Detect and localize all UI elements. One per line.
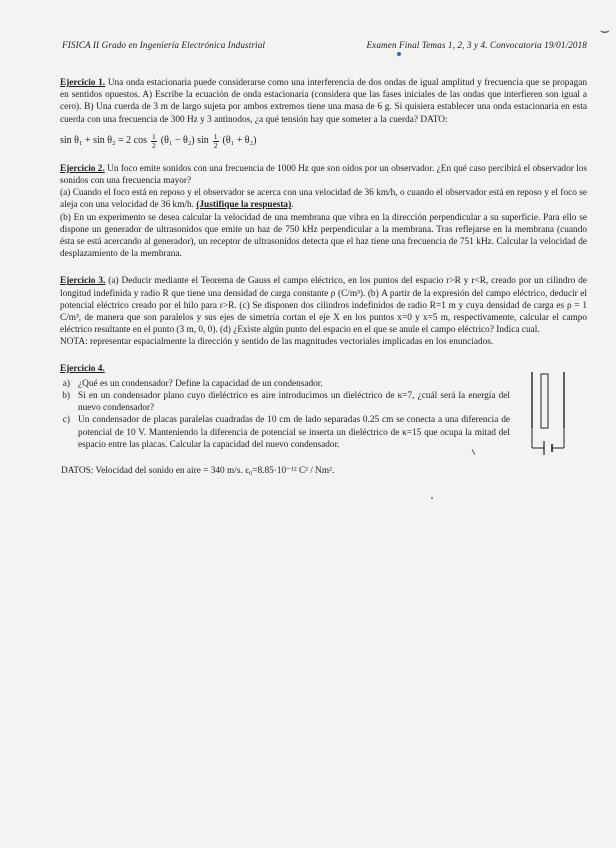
exercise-2-title: Ejercicio 2. bbox=[60, 163, 105, 174]
exercise-3-text: (a) Deducir mediante el Teorema de Gauss el campo eléctrico, en los puntos del espacio r>R y r<R, creado por un cilindro de longitud indefinida y radio R que tiene una densidad de carga constante ρ (C/m³). (b) A partir de la expresión del campo eléctrico, deducir el potencial eléctrico creado por el hilo para r>R. (c) Se disponen dos cilindros indefinidos de radio R=1 m y cuya densidad de carga es ρ = 1 C/m³, de manera que son paralelos y sus ejes de simetría cortan el eje X en los puntos x=0 y x=5 m, respectivamente, calcular el campo eléctrico resultante en el punto (3 m, 0, 0). (d) ¿Existe algún punto del espacio en el que se anule el campo eléctrico? Indica cual. bbox=[60, 276, 588, 336]
corner-pen-mark: ⌣ bbox=[599, 22, 610, 39]
capacitor-diagram bbox=[512, 370, 584, 462]
trig-formula bbox=[60, 133, 587, 150]
exercise-1-text: Una onda estacionaria puede considerarse como una interferencia de dos ondas de igual amplitud y frecuencia que se propagan en sentidos opuestos. A) Escribe la ecuación de onda estacionaria (considera que las fases iniciales de las ondas que interfieren son igual a cero). B) Una cuerda de 3 m de largo sujeta por ambos extremos tiene una masa de 6 g. Si quisiera establecer una onda estacionaria en esta cuerda con una frecuencia de 300 Hz y 3 antinodos, ¿a qué tensión hay que someter a la cuerda? DATO: bbox=[60, 78, 587, 125]
data-constants: DATOS: Velocidad del sonido en aire = 340 m/s. ε₀=8.85·10⁻¹² C² / Nm². bbox=[61, 466, 335, 477]
formula-left: sin θ₁ + sin θ₂ = 2 cos bbox=[60, 135, 148, 147]
header-course: FISICA II Grado en Ingeniería Electrónica Industrial bbox=[62, 40, 266, 50]
exercise-3-note: NOTA: representar espacialmente la dirección y sentido de las magnitudes vectoriales implicadas en los enunciados. bbox=[60, 337, 494, 348]
formula-right: (θ₁ + θ₂) bbox=[222, 135, 257, 147]
header-exam-info: Examen Final Temas 1, 2, 3 y 4. Convocatoria 19/01/2018 bbox=[366, 40, 587, 50]
item-letter: b) bbox=[62, 391, 70, 402]
item-text: ¿Qué es un condensador? Define la capacidad de un condensador. bbox=[78, 378, 323, 389]
stray-dot bbox=[431, 497, 433, 499]
exercise-4-title: Ejercicio 4. bbox=[60, 363, 105, 374]
exercise-2-text: Un foco emite sonidos con una frecuencia de 1000 Hz que son oídos por un observador. ¿En qué caso percibirá el observador los sonidos con una frecuencia mayor? bbox=[60, 163, 588, 187]
item-text: Un condensador de placas paralelas cuadradas de 10 cm de lado separadas 0.25 cm se conecta a una diferencia de potencial de 10 V. Manteniendo la diferencia de potencial se inserta un dieléctrico de κ=15 que ocupa la mitad del espacio entre las placas. Calcular la capacidad del nuevo condensador. bbox=[78, 415, 510, 450]
exercise-4 bbox=[60, 363, 587, 451]
formula-fraction-1: $\frac{1}{2}$ bbox=[152, 131, 156, 150]
ink-dot bbox=[397, 52, 401, 56]
exercise-1 bbox=[60, 77, 587, 150]
exercise-3-title: Ejercicio 3. bbox=[60, 276, 106, 287]
exercise-4-item bbox=[60, 414, 587, 451]
page-header bbox=[60, 40, 587, 50]
exercise-2-part-a: (a) Cuando el foco está en reposo y el observador se acerca con una velocidad de 36 km/h, o cuando el observador está en reposo y el foco se aleja con una velocidad de 36 km/h. bbox=[60, 188, 587, 211]
dielectric-slab bbox=[541, 374, 548, 428]
exercise-1-title: Ejercicio 1. bbox=[60, 78, 106, 88]
item-letter: c) bbox=[62, 415, 70, 426]
exercise-4-item bbox=[60, 378, 587, 390]
formula-fraction-2: $\frac{1}{2}$ bbox=[213, 131, 218, 150]
exercise-4-item bbox=[60, 390, 587, 414]
exercise-2: Ejercicio 2. Un foco emite sonidos con una frecuencia de 1000 Hz que son oídos por un observador. ¿En qué caso percibirá el observador los sonidos con una frecuencia mayor? (a) Cuando el foco está en reposo y el observador se acerca con una velocidad de 36 km/h, o cuando el observador está en reposo y el foco se aleja con una velocidad de 36 km/h. (Justifique la respuesta). (b) En un experimento se desea calcular la velocidad de una membrana que vibra en la dirección perpendicular a su superficie. Para ello se dispone un generador de ultrasonidos que emite un haz de 750 kHz perpendicular a la membrana. Tras reflejarse en la membrana (cuando ésta se está acercando al generador), un receptor de ultrasonidos detecta que el haz tiene una frecuencia de 751 kHz. Calcular la velocidad de desplazamiento de la membrana. bbox=[60, 163, 588, 260]
exercise-3 bbox=[60, 275, 587, 348]
formula-mid: (θ₁ − θ₂) sin bbox=[160, 135, 209, 147]
item-letter: a) bbox=[62, 378, 70, 389]
exercise-2-part-b: (b) En un experimento se desea calcular la velocidad de una membrana que vibra en la dirección perpendicular a su superficie. Para ello se dispone un generador de ultrasonidos que emite un haz de 750 kHz perpendicular a la membrana. Tras reflejarse en la membrana (cuando ésta se está acercando al generador), un receptor de ultrasonidos detecta que el haz tiene una frecuencia de 751 kHz. Calcular la velocidad de desplazamiento de la membrana. bbox=[60, 212, 587, 260]
exercise-4-body bbox=[60, 378, 587, 451]
exercise-4-list bbox=[60, 378, 587, 451]
exercise-2-justify: (Justifique la respuesta) bbox=[196, 200, 292, 211]
item-text: Si en un condensador plano cuyo dieléctrico es aire introducimos un dieléctrico de κ=7, ¿cuál será la energía del nuevo condensador? bbox=[78, 391, 510, 414]
